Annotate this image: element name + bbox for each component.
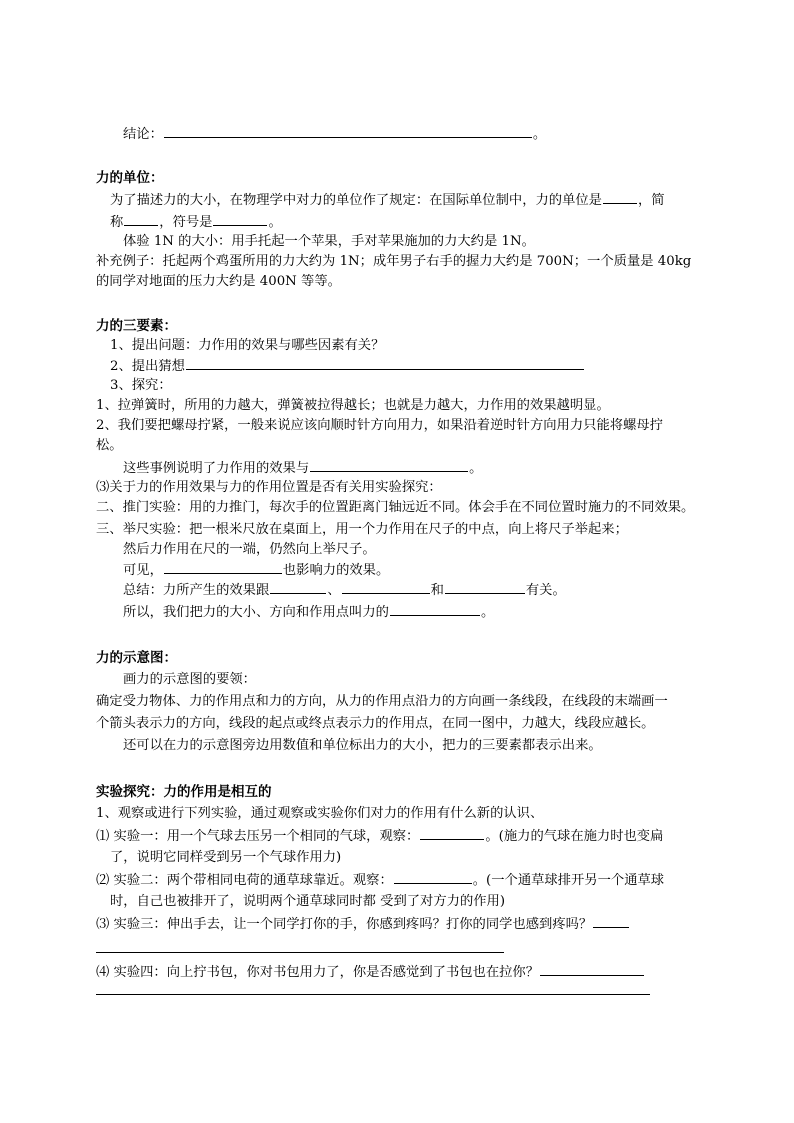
experiment-2c: 时，自己也被排开了，说明两个通草球同时都 受到了对方力的作用) bbox=[110, 894, 506, 909]
diagram-line-1: 画力的示意图的要领： bbox=[123, 672, 256, 687]
elements-question: 1、提出问题：力作用的效果与哪些因素有关？ bbox=[110, 338, 385, 353]
diagram-heading: 力的示意图： bbox=[96, 650, 177, 666]
experiment-3-answer-line[interactable] bbox=[96, 952, 504, 953]
summary-blank-2[interactable] bbox=[342, 580, 430, 594]
experiment-1c: 了，说明它同样受到另一个气球作用力) bbox=[110, 850, 342, 865]
conclusion-label: 结论： bbox=[123, 127, 163, 142]
conclusion-line bbox=[123, 124, 546, 144]
elements-example-2a: 2、我们要把螺母拧紧，一般来说应该向顺时针方向用力，如果沿着逆时针方向用力只能将螺母拧 bbox=[96, 418, 663, 433]
unit-line-4: 补充例子：托起两个鸡蛋所用的力大约为 1N；成年男子右手的握力大约是 700N；一个质量是 40kg bbox=[96, 254, 692, 269]
ruler-conclusion: 可见， 也影响力的效果。 bbox=[123, 560, 389, 580]
unit-line-1: 为了描述力的大小，在物理学中对力的单位作了规定：在国际单位制中，力的单位是 ，简 bbox=[110, 190, 665, 210]
elements-guess: 2、提出猜想 bbox=[110, 356, 585, 376]
three-elements-line: 所以，我们把力的大小、方向和作用点叫力的 。 bbox=[123, 602, 494, 622]
guess-blank[interactable] bbox=[186, 356, 584, 370]
three-elements-blank[interactable] bbox=[390, 602, 480, 616]
experiment-2-blank[interactable] bbox=[394, 870, 472, 884]
elements-summary: 这些事例说明了力作用的效果与 。 bbox=[123, 458, 482, 478]
experiment-4-blank[interactable] bbox=[540, 962, 644, 976]
summary-blank-3[interactable] bbox=[445, 580, 525, 594]
elements-position-title: ⑶关于力的作用效果与力的作用位置是否有关用实验探究： bbox=[96, 480, 442, 495]
unit-heading: 力的单位： bbox=[96, 170, 164, 186]
experiment-1a: ⑴ 实验一：用一个气球去压另一个相同的气球，观察： 。(施力的气球在施力时也变扁 bbox=[96, 826, 663, 846]
ruler-experiment-1: 三、举尺实验：把一根米尺放在桌面上，用一个力作用在尺子的中点，向上将尺子举起来； bbox=[96, 522, 628, 537]
experiment-3: ⑶ 实验三：伸出手去，让一个同学打你的手，你感到疼吗？打你的同学也感到疼吗？ bbox=[96, 914, 630, 934]
unit-line-2: 称 ，符号是 。 bbox=[110, 212, 282, 232]
diagram-line-2: 确定受力物体、力的作用点和力的方向，从力的作用点沿力的方向画一条线段，在线段的末端画一 bbox=[96, 694, 668, 709]
unit-name-blank[interactable] bbox=[603, 190, 637, 204]
experiment-heading: 实验探究：力的作用是相互的 bbox=[96, 784, 272, 800]
experiment-1-blank[interactable] bbox=[420, 826, 484, 840]
elements-example-1: 1、拉弹簧时，所用的力越大，弹簧被拉得越长；也就是力越大，力作用的效果越明显。 bbox=[96, 398, 610, 413]
ruler-blank[interactable] bbox=[164, 560, 282, 574]
conclusion-blank[interactable] bbox=[164, 124, 532, 138]
experiment-4: ⑷ 实验四：向上拧书包，你对书包用力了，你是否感觉到了书包也在拉你？ bbox=[96, 962, 645, 982]
summary-blank-1[interactable] bbox=[270, 580, 326, 594]
effect-blank[interactable] bbox=[310, 458, 468, 472]
elements-heading: 力的三要素： bbox=[96, 318, 177, 334]
summary-line: 总结：力所产生的效果跟 、 和 有关。 bbox=[123, 580, 566, 600]
experiment-intro: 1、观察或进行下列实验，通过观察或实验你们对力的作用有什么新的认识、 bbox=[96, 806, 544, 821]
unit-line-3: 体验 1N 的大小：用手托起一个苹果，手对苹果施加的力大约是 1N。 bbox=[123, 234, 535, 249]
door-experiment: 二、推门实验：用的力推门，每次手的位置距离门轴远近不同。体会手在不同位置时施力的不同效果。 bbox=[96, 500, 695, 515]
unit-line-5: 的同学对地面的压力大约是 400N 等等。 bbox=[96, 274, 341, 289]
unit-short-blank[interactable] bbox=[124, 212, 158, 226]
unit-symbol-blank[interactable] bbox=[213, 212, 267, 226]
diagram-line-4: 还可以在力的示意图旁边用数值和单位标出力的大小，把力的三要素都表示出来。 bbox=[123, 738, 602, 753]
elements-explore: 3、探究： bbox=[110, 378, 172, 393]
experiment-4-answer-line[interactable] bbox=[96, 994, 650, 995]
ruler-experiment-2: 然后力作用在尺的一端，仍然向上举尺子。 bbox=[123, 542, 376, 557]
experiment-3-blank[interactable] bbox=[593, 914, 629, 928]
conclusion-end: 。 bbox=[532, 127, 547, 142]
diagram-line-3: 个箭头表示力的方向，线段的起点或终点表示力的作用点，在同一图中，力越大，线段应越长。 bbox=[96, 716, 655, 731]
experiment-2a: ⑵ 实验二：两个带相同电荷的通草球靠近。观察： 。(一个通草球排开另一个通草球 bbox=[96, 870, 664, 890]
elements-example-2b: 松。 bbox=[96, 438, 123, 453]
